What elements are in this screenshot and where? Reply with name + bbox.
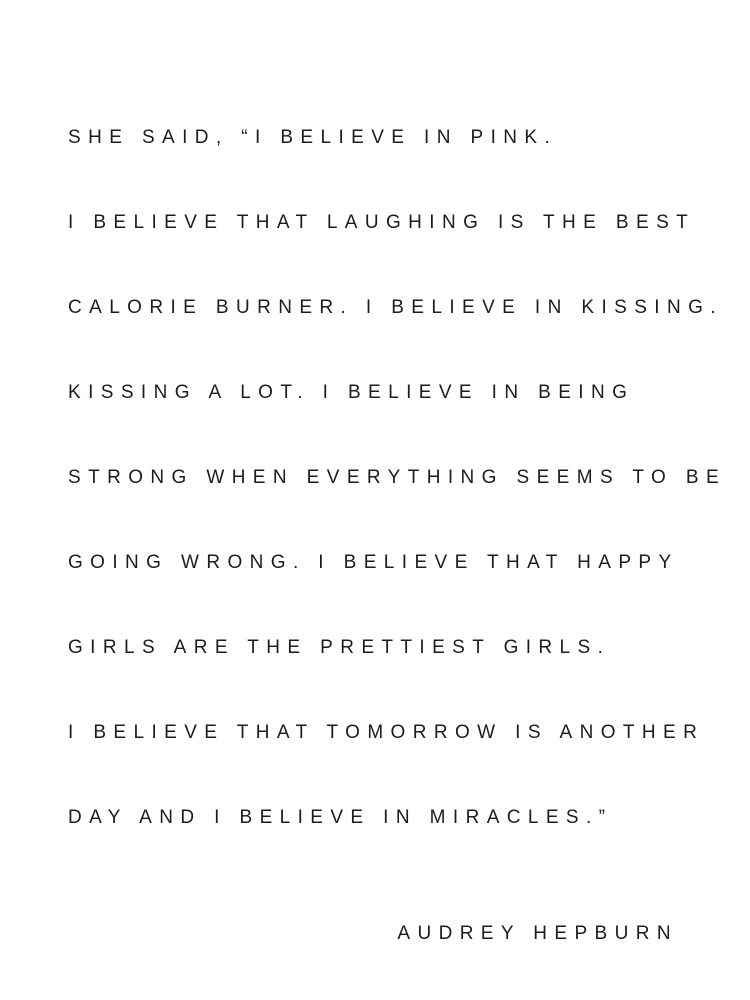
quote-line: KISSING A LOT. I BELIEVE IN BEING — [68, 382, 635, 403]
quote-line: GIRLS ARE THE PRETTIEST GIRLS. — [68, 637, 611, 658]
quote-line: I BELIEVE THAT TOMORROW IS ANOTHER — [68, 722, 705, 743]
quote-line: I BELIEVE THAT LAUGHING IS THE BEST — [68, 212, 696, 233]
quote-text — [68, 95, 727, 860]
quote-line: SHE SAID, “I BELIEVE IN PINK. — [68, 127, 558, 148]
quote-line: DAY AND I BELIEVE IN MIRACLES.” — [68, 807, 613, 828]
quote-attribution: AUDREY HEPBURN — [397, 923, 678, 944]
quote-line: CALORIE BURNER. I BELIEVE IN KISSING. — [68, 297, 723, 318]
quote-line: STRONG WHEN EVERYTHING SEEMS TO BE — [68, 467, 727, 488]
quote-line: GOING WRONG. I BELIEVE THAT HAPPY — [68, 552, 679, 573]
